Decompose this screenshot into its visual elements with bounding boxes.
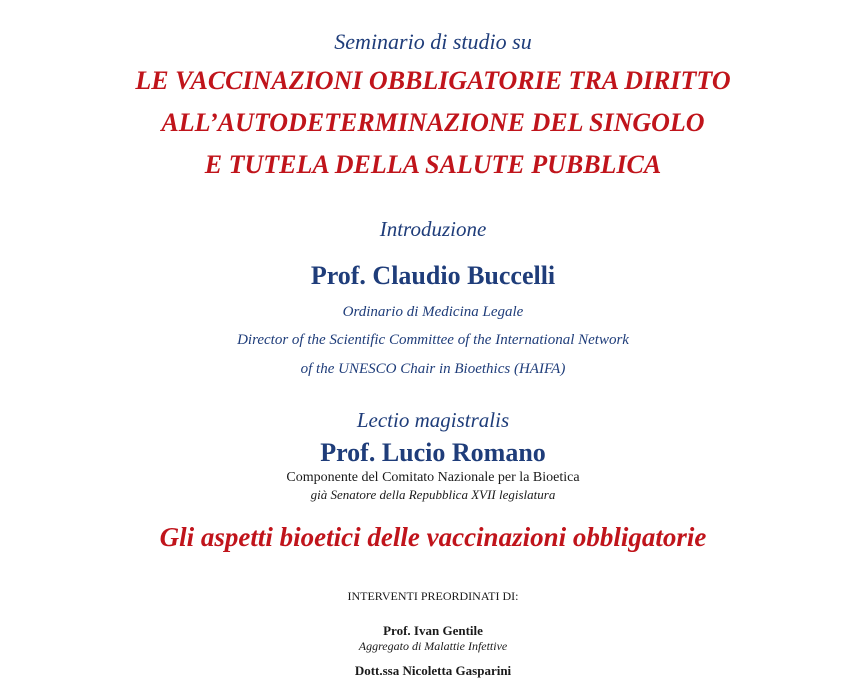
intervention-speaker-1-name: Prof. Ivan Gentile [383,623,483,638]
intervention-speaker-2-name: Dott.ssa Nicoletta Gasparini [354,663,512,678]
seminar-intro: Seminario di studio su [334,29,532,54]
introduction-label: Introduzione [379,217,487,241]
introduction-role-2: Director of the Scientific Committee of the International Network [237,332,629,348]
seminar-title-line-1: LE VACCINAZIONI OBBLIGATORIE TRA DIRITTO [135,66,731,95]
seminar-title-line-3: E TUTELA DELLA SALUTE PUBBLICA [204,150,662,179]
introduction-role-1: Ordinario di Medicina Legale [342,304,524,320]
seminar-title-line-2: ALL’AUTODETERMINAZIONE DEL SINGOLO [161,108,705,137]
lectio-role-1: Componente del Comitato Nazionale per la Bioetica [286,470,580,485]
lectio-speaker: Prof. Lucio Romano [320,438,546,467]
introduction-speaker: Prof. Claudio Buccelli [310,261,556,290]
intervention-speaker-1-role: Aggregato di Malattie Infettive [358,639,508,653]
introduction-role-3: of the UNESCO Chair in Bioethics (HAIFA) [300,361,566,377]
interventions-heading: INTERVENTI PREORDINATI DI: [347,589,519,603]
lectio-role-2: già Senatore della Repubblica XVII legislatura [310,487,556,502]
lectio-talk-title: Gli aspetti bioetici delle vaccinazioni obbligatorie [159,522,707,552]
lectio-label: Lectio magistralis [356,408,510,432]
